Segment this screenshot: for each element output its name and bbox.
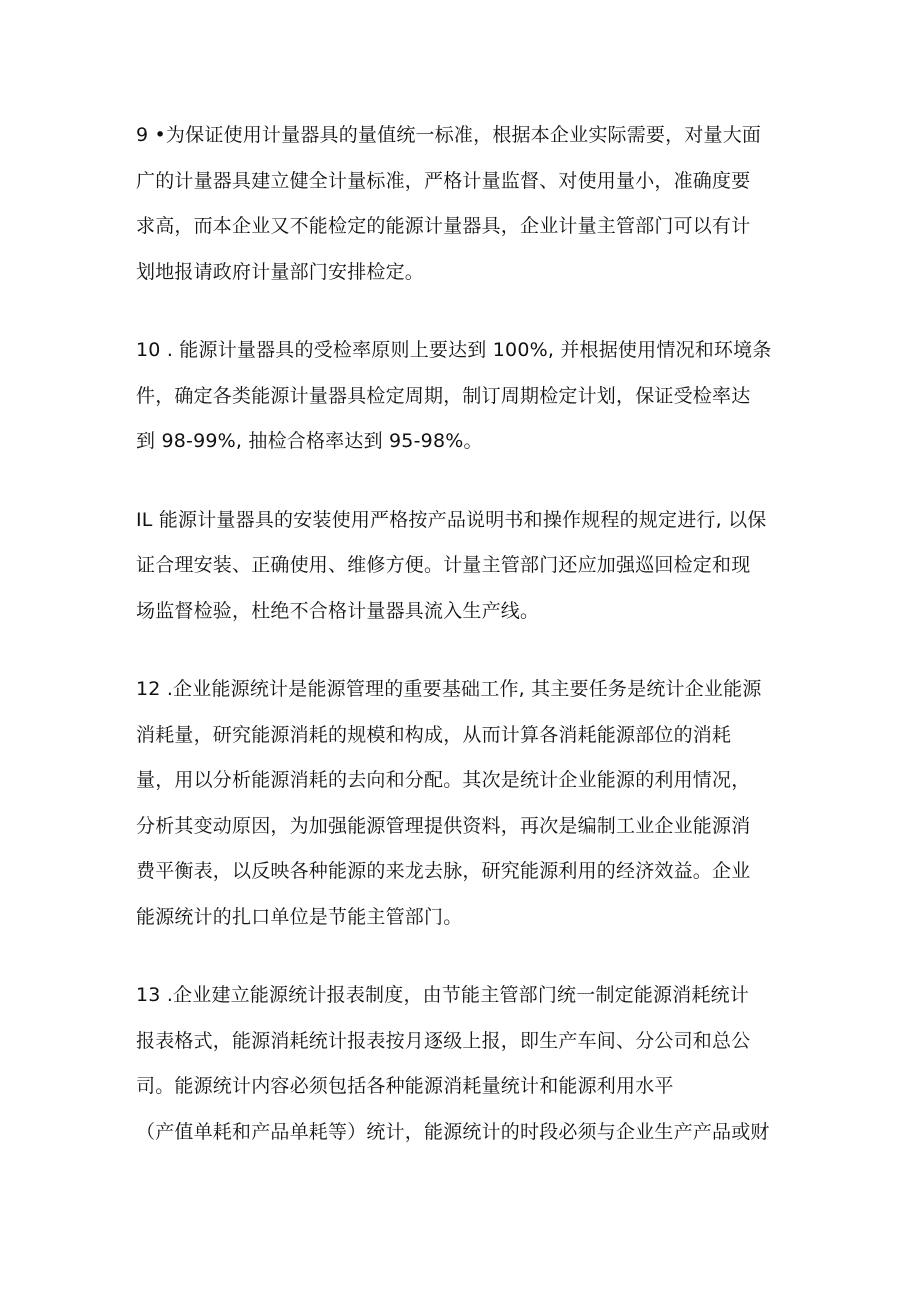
paragraph-line: 证合理安装、正确使用、维修方便。计量主管部门还应加强巡回检定和现 bbox=[136, 554, 751, 576]
paragraph-12 bbox=[136, 667, 801, 940]
paragraph-line: 到 98-99%, 抽检合格率达到 95-98%。 bbox=[136, 430, 483, 452]
paragraph-9 bbox=[136, 113, 801, 295]
paragraph-line: （产值单耗和产品单耗等）统计，能源统计的时段必须与企业生产产品或财 bbox=[136, 1120, 770, 1143]
paragraph-line: 分析其变动原因，为加强能源管理提供资料，再次是编制工业企业能源消 bbox=[136, 814, 751, 837]
paragraph-line: 10 . 能源计量器具的受检率原则上要达到 100%, 并根据使用情况和环境条 bbox=[136, 339, 772, 361]
paragraph-line: 划地报请政府计量部门安排检定。 bbox=[136, 260, 425, 283]
paragraph-line: 件，确定各类能源计量器具检定周期，制订周期检定计划，保证受检率达 bbox=[136, 384, 751, 407]
paragraph-line: 12 .企业能源统计是能源管理的重要基础工作, 其主要任务是统计企业能源 bbox=[136, 678, 762, 700]
paragraph-11 bbox=[136, 498, 801, 635]
paragraph-line: 消耗量，研究能源消耗的规模和构成，从而计算各消耗能源部位的消耗 bbox=[136, 723, 732, 746]
paragraph-line: 报表格式，能源消耗统计报表按月逐级上报，即生产车间、分公司和总公 bbox=[136, 1029, 751, 1052]
paragraph-line: IL 能源计量器具的安装使用严格按产品说明书和操作规程的规定进行, 以保 bbox=[136, 508, 767, 531]
paragraph-10 bbox=[136, 328, 801, 465]
paragraph-line: 9 •为保证使用计量器具的量值统一标准，根据本企业实际需要，对量大面 bbox=[136, 124, 762, 146]
document-page bbox=[136, 113, 801, 1188]
paragraph-line: 量，用以分析能源消耗的去向和分配。其次是统计企业能源的利用情况， bbox=[136, 769, 751, 791]
paragraph-line: 广的计量器具建立健全计量标准，严格计量监督、对使用量小，准确度要 bbox=[136, 169, 751, 192]
paragraph-line: 13 .企业建立能源统计报表制度，由节能主管部门统一制定能源消耗统计 bbox=[136, 984, 750, 1006]
paragraph-line: 司。能源统计内容必须包括各种能源消耗量统计和能源利用水平 bbox=[136, 1075, 674, 1097]
paragraph-line: 场监督检验，杜绝不合格计量器具流入生产线。 bbox=[136, 599, 540, 622]
paragraph-line: 费平衡表，以反映各种能源的来龙去脉，研究能源利用的经济效益。企业 bbox=[136, 860, 751, 882]
paragraph-line: 求高，而本企业又不能检定的能源计量器具，企业计量主管部门可以有计 bbox=[136, 215, 751, 237]
paragraph-line: 能源统计的扎口单位是节能主管部门。 bbox=[136, 905, 463, 928]
paragraph-13 bbox=[136, 973, 801, 1155]
